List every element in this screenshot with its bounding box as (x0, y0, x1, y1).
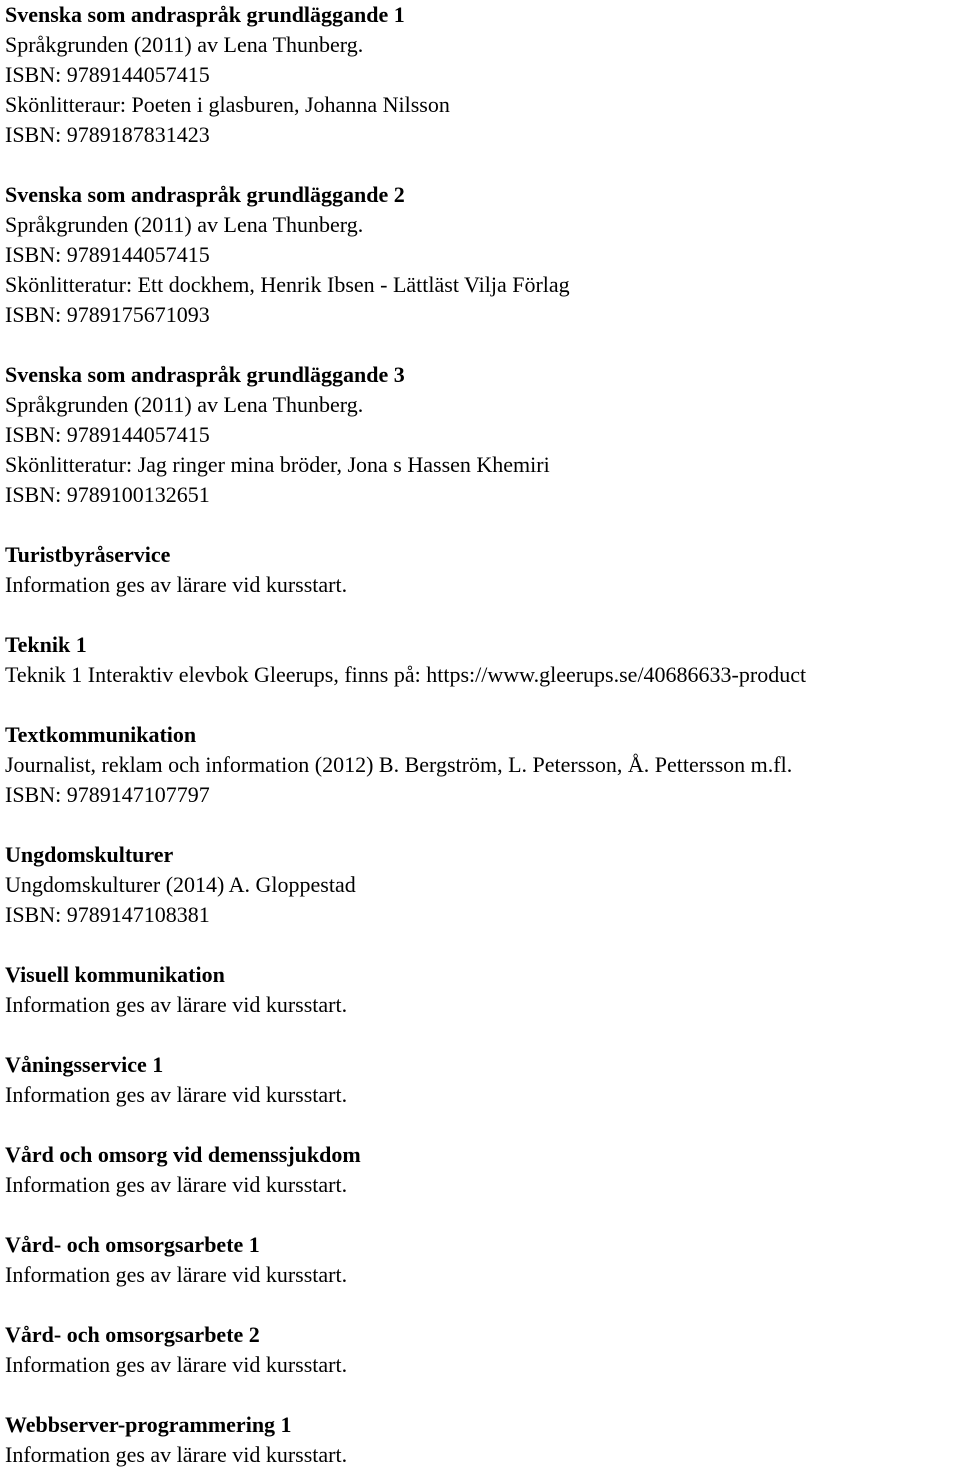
info-line: Information ges av lärare vid kursstart. (5, 572, 348, 597)
literature-line: Språkgrunden (2011) av Lena Thunberg. (5, 392, 364, 417)
course-heading: Vård- och omsorgsarbete 2 (5, 1322, 260, 1347)
info-line: Information ges av lärare vid kursstart. (5, 992, 348, 1017)
course-heading: Visuell kommunikation (5, 962, 225, 987)
course-section (5, 180, 957, 330)
literature-line: Ungdomskulturer (2014) A. Gloppestad (5, 872, 356, 897)
course-heading: Vård- och omsorgsarbete 1 (5, 1232, 260, 1257)
course-heading: Våningsservice 1 (5, 1052, 164, 1077)
course-section (5, 960, 957, 1020)
course-section (5, 720, 957, 810)
info-line: Information ges av lärare vid kursstart. (5, 1172, 348, 1197)
course-section (5, 1230, 957, 1290)
course-literature-list (5, 0, 957, 1470)
isbn-line: ISBN: 9789100132651 (5, 482, 210, 507)
course-heading: Turistbyråservice (5, 542, 171, 567)
course-heading: Teknik 1 (5, 632, 87, 657)
course-section (5, 630, 957, 690)
literature-line: Skönlitteratur: Ett dockhem, Henrik Ibsen - Lättläst Vilja Förlag (5, 272, 570, 297)
course-heading: Textkommunikation (5, 722, 197, 747)
info-line: Information ges av lärare vid kursstart. (5, 1262, 348, 1287)
course-section (5, 1410, 957, 1470)
course-section (5, 1320, 957, 1380)
isbn-line: ISBN: 9789147107797 (5, 782, 210, 807)
course-heading: Ungdomskulturer (5, 842, 174, 867)
info-line: Information ges av lärare vid kursstart. (5, 1082, 348, 1107)
course-heading: Vård och omsorg vid demenssjukdom (5, 1142, 361, 1167)
literature-line: Journalist, reklam och information (2012) B. Bergström, L. Petersson, Å. Pettersson m.fl. (5, 752, 793, 777)
course-heading: Webbserver-programmering 1 (5, 1412, 292, 1437)
course-section (5, 1050, 957, 1110)
isbn-line: ISBN: 9789187831423 (5, 122, 210, 147)
isbn-line: ISBN: 9789144057415 (5, 62, 210, 87)
course-section (5, 360, 957, 510)
literature-line: Skönlitteratur: Jag ringer mina bröder, Jona s Hassen Khemiri (5, 452, 550, 477)
course-section (5, 840, 957, 930)
isbn-line: ISBN: 9789147108381 (5, 902, 210, 927)
course-section (5, 540, 957, 600)
course-heading: Svenska som andraspråk grundläggande 2 (5, 182, 405, 207)
course-section (5, 0, 957, 150)
course-heading: Svenska som andraspråk grundläggande 1 (5, 2, 405, 27)
literature-line: Språkgrunden (2011) av Lena Thunberg. (5, 212, 364, 237)
literature-line: Teknik 1 Interaktiv elevbok Gleerups, finns på: https://www.gleerups.se/40686633-product (5, 662, 807, 687)
info-line: Information ges av lärare vid kursstart. (5, 1442, 348, 1467)
isbn-line: ISBN: 9789144057415 (5, 242, 210, 267)
literature-line: Språkgrunden (2011) av Lena Thunberg. (5, 32, 364, 57)
course-heading: Svenska som andraspråk grundläggande 3 (5, 362, 405, 387)
info-line: Information ges av lärare vid kursstart. (5, 1352, 348, 1377)
isbn-line: ISBN: 9789144057415 (5, 422, 210, 447)
course-section (5, 1140, 957, 1200)
literature-line: Skönlitteraur: Poeten i glasburen, Johanna Nilsson (5, 92, 450, 117)
isbn-line: ISBN: 9789175671093 (5, 302, 210, 327)
